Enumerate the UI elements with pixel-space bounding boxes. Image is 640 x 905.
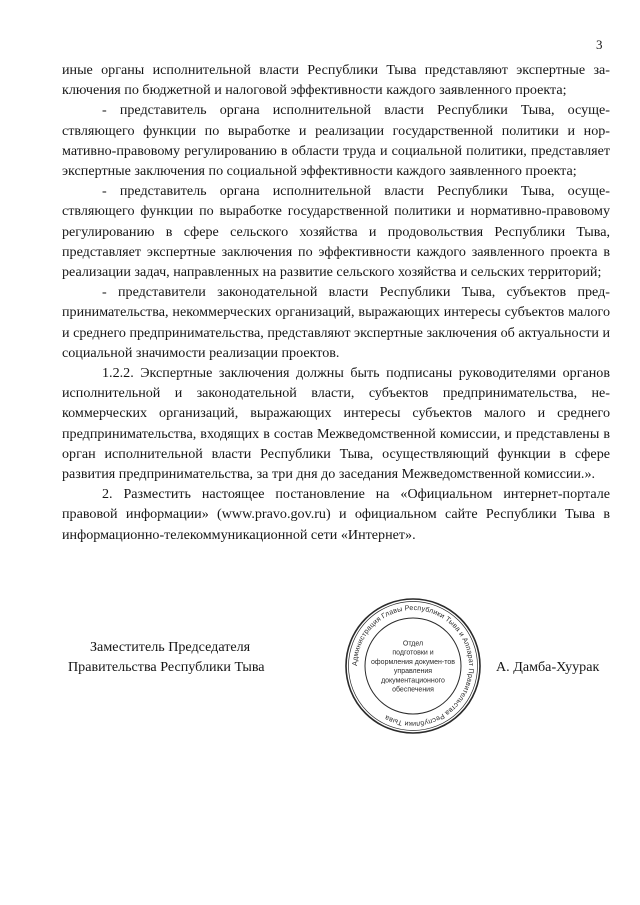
stamp-ring-text: Администрация Главы Республики Тыва и Аппарат Правительства Республики Тыва xyxy=(350,603,476,729)
signer-name: А. Дамба-Хуурак xyxy=(496,659,600,675)
signatory-title xyxy=(68,637,265,677)
paragraph-labor-policy: - представитель органа исполнительной власти Республики Тыва, осуществляющего функции по выработке и реализации государственной политики и нормативно-правовому регулированию в области труда и социальной политики, представляет экспертные заключения по социальной эффективности каждого заявленного проекта; xyxy=(62,102,610,180)
stamp-center-line: оформления докумен-тов xyxy=(371,658,455,666)
stamp-center-line: управления xyxy=(393,668,433,676)
stamp-center-line: Отдел xyxy=(402,640,424,648)
stamp-center-line: документационного xyxy=(381,677,445,685)
paragraph-budget-expertise: иные органы исполнительной власти Республики Тыва представляют экспертные заключения по бюджетной и налоговой эффективности каждого заявленного проекта; xyxy=(62,62,610,99)
document-body xyxy=(62,60,610,545)
paragraph-agriculture: - представитель органа исполнительной власти Республики Тыва, осуществляющего функции по выработке государственной политики и нормативно-правовому регулированию в сфере сельского хозяйства и продовольствия Республики Тыва, представляет экспертные заключения по эффективности каждого заявленного проекта в реализации задач, направленных на развитие сельского хозяйства и сельских территорий; xyxy=(62,183,610,281)
official-stamp xyxy=(343,596,483,736)
signatory-line2: Правительства Республики Тыва xyxy=(68,659,265,676)
stamp-center-line: обеспечения xyxy=(392,686,434,694)
page-number: 3 xyxy=(596,37,603,52)
signatory-line1: Заместитель Председателя xyxy=(90,639,251,655)
stamp-center-line: подготовки и xyxy=(392,649,434,657)
paragraph-1-2-2: 1.2.2. Экспертные заключения должны быть подписаны руководителями органов исполнительной и законодательной власти, субъектов предпринимательства, некоммерческих организаций, выражающих интересы субъектов малого и среднего предпринимательства, входящих в состав Межведомственной комиссии, и представлены в орган исполнительной власти Республики Тыва, осуществляющий функции в сфере развития предпринимательства, за три дня до заседания Межведомственной комиссии.». xyxy=(62,365,610,483)
stamp-rings xyxy=(346,599,480,733)
paragraph-publication: 2. Разместить настоящее постановление на «Официальном интернет-портале правовой информации» (www.pravo.gov.ru) и официальном сайте Республики Тыва в информационно-телекоммуникационной сети «Интернет». xyxy=(62,486,610,543)
paragraph-legislative: - представители законодательной власти Республики Тыва, субъектов предпринимательства, некоммерческих организаций, выражающих интересы субъектов малого и среднего предпринимательства, представляют экспертные заключения об актуальности и социальной значимости реализации проектов. xyxy=(62,284,610,361)
